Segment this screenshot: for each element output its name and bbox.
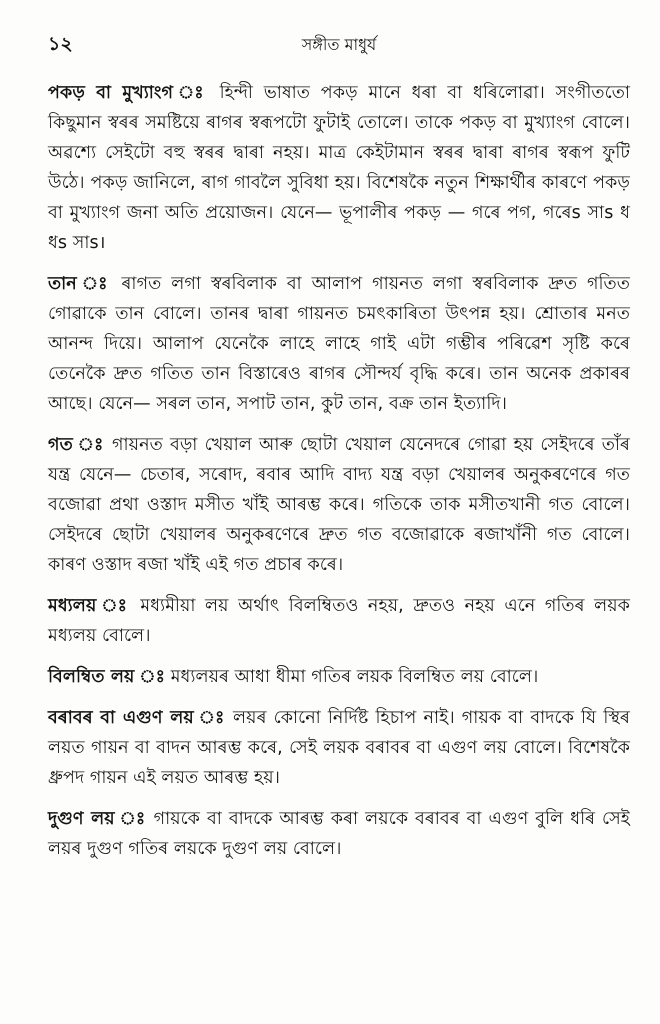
term-heading: পকড় বা মুখ্যাংগ ঃ	[48, 83, 209, 103]
term-heading: বৰাবৰ বা এগুণ লয় ঃ	[48, 708, 226, 728]
page-body	[48, 78, 630, 875]
paragraph-taan	[48, 269, 630, 419]
paragraph-pakad	[48, 78, 630, 258]
paragraph-text: গায়কে বা বাদকে আৰম্ভ কৰা লয়কে বৰাবৰ বা এগুণ বুলি ধৰি সেই লয়ৰ দুগুণ গতিৰ লয়কে দুগুণ লয় বোলে।	[48, 809, 631, 859]
paragraph-madhyalay	[48, 591, 630, 651]
page-header	[48, 30, 630, 60]
paragraph-text: ৰাগত লগা স্বৰবিলাক বা আলাপ গায়নত লগা স্বৰবিলাক দ্ৰুত গতিত গোৱাকে তান বোলে। তানৰ দ্বাৰা গায়নত চমৎকাৰিতা উৎপন্ন হয়। শ্ৰোতাৰ মনত আনন্দ দিয়ে। আলাপ যেনেকৈ লাহে লাহে গাই এটা গম্ভীৰ পৰিৱেশ সৃষ্টি কৰে তেনেকৈ দ্ৰুত গতিত তান বিস্তাৰেও ৰাগৰ সৌন্দৰ্য বৃদ্ধি কৰে। তান অনেক প্ৰকাৰৰ আছে। যেনে— সৰল তান, সপাট তান, কুট তান, বক্ৰ তান ইত্যাদি।	[48, 274, 630, 414]
paragraph-text: গায়নত বড়া খেয়াল আৰু ছোটা খেয়াল যেনেদৰে গোৱা হয় সেইদৰে তাঁৰ যন্ত্ৰ যেনে— চেতাৰ, সৰোদ, ৰবাৰ আদি বাদ্য যন্ত্ৰ বড়া খেয়ালৰ অনুকৰণেৰে গত বজোৱা প্ৰথা ওস্তাদ মসীত খাঁই আৰম্ভ কৰে। গতিকে তাক মসীতখানী গত বোলে। সেইদৰে ছোটা খেয়ালৰ অনুকৰণেৰে দ্ৰুত গত বজোৱাকে ৰজাখাঁনী গত বোলে। কাৰণ ওস্তাদ ৰজা খাঁই এই গত প্ৰচাৰ কৰে।	[48, 435, 631, 575]
paragraph-text: লয়ৰ কোনো নিৰ্দিষ্ট হিচাপ নাই। গায়ক বা বাদকে যি স্থিৰ লয়ত গায়ন বা বাদন আৰম্ভ কৰে, সেই লয়ক বৰাবৰ বা এগুণ লয় বোলে। বিশেষকৈ ধ্ৰুপদ গায়ন এই লয়ত আৰম্ভ হয়।	[48, 708, 630, 788]
paragraph-barabar-lay	[48, 703, 630, 793]
paragraph-bilambit-lay	[48, 662, 630, 692]
page-number: ১২	[48, 33, 73, 55]
paragraph-gat	[48, 430, 630, 580]
paragraph-dugun-lay	[48, 804, 630, 864]
paragraph-text: মধ্যলয়ৰ আধা ধীমা গতিৰ লয়ক বিলম্বিত লয় বোলে।	[165, 667, 539, 687]
term-heading: বিলম্বিত লয় ঃ	[48, 667, 166, 687]
term-heading: গত ঃ	[48, 435, 105, 455]
running-title: সঙ্গীত মাধুৰ্য	[301, 35, 377, 54]
term-heading: তান ঃ	[48, 274, 112, 294]
paragraph-text: হিন্দী ভাষাত পকড় মানে ধৰা বা ধৰিলোৱা। সংগীততো কিছুমান স্বৰৰ সমষ্টিয়ে ৰাগৰ স্বৰূপটো ফুটাই তোলে। তাকে পকড় বা মুখ্যাংগ বোলে। অৱশ্যে সেইটো বহু স্বৰৰ দ্বাৰা নহয়। মাত্ৰ কেইটামান স্বৰৰ দ্বাৰা ৰাগৰ স্বৰূপ ফুটি উঠে। পকড় জানিলে, ৰাগ গাবলৈ সুবিধা হয়। বিশেষকৈ নতুন শিক্ষাৰ্থীৰ কাৰণে পকড় বা মুখ্যাংগ জনা অতি প্ৰয়োজন। যেনে— ভূপালীৰ পকড় — গৰে পগ, গৰেs সাs ধ ধs সাs।	[48, 83, 630, 253]
term-heading: মধ্যলয় ঃ	[48, 596, 131, 616]
term-heading: দুগুণ লয় ঃ	[48, 809, 147, 829]
paragraph-text: মধ্যমীয়া লয় অৰ্থাৎ বিলম্বিতও নহয়, দ্ৰুতও নহয় এনে গতিৰ লয়ক মধ্যলয় বোলে।	[48, 596, 631, 646]
